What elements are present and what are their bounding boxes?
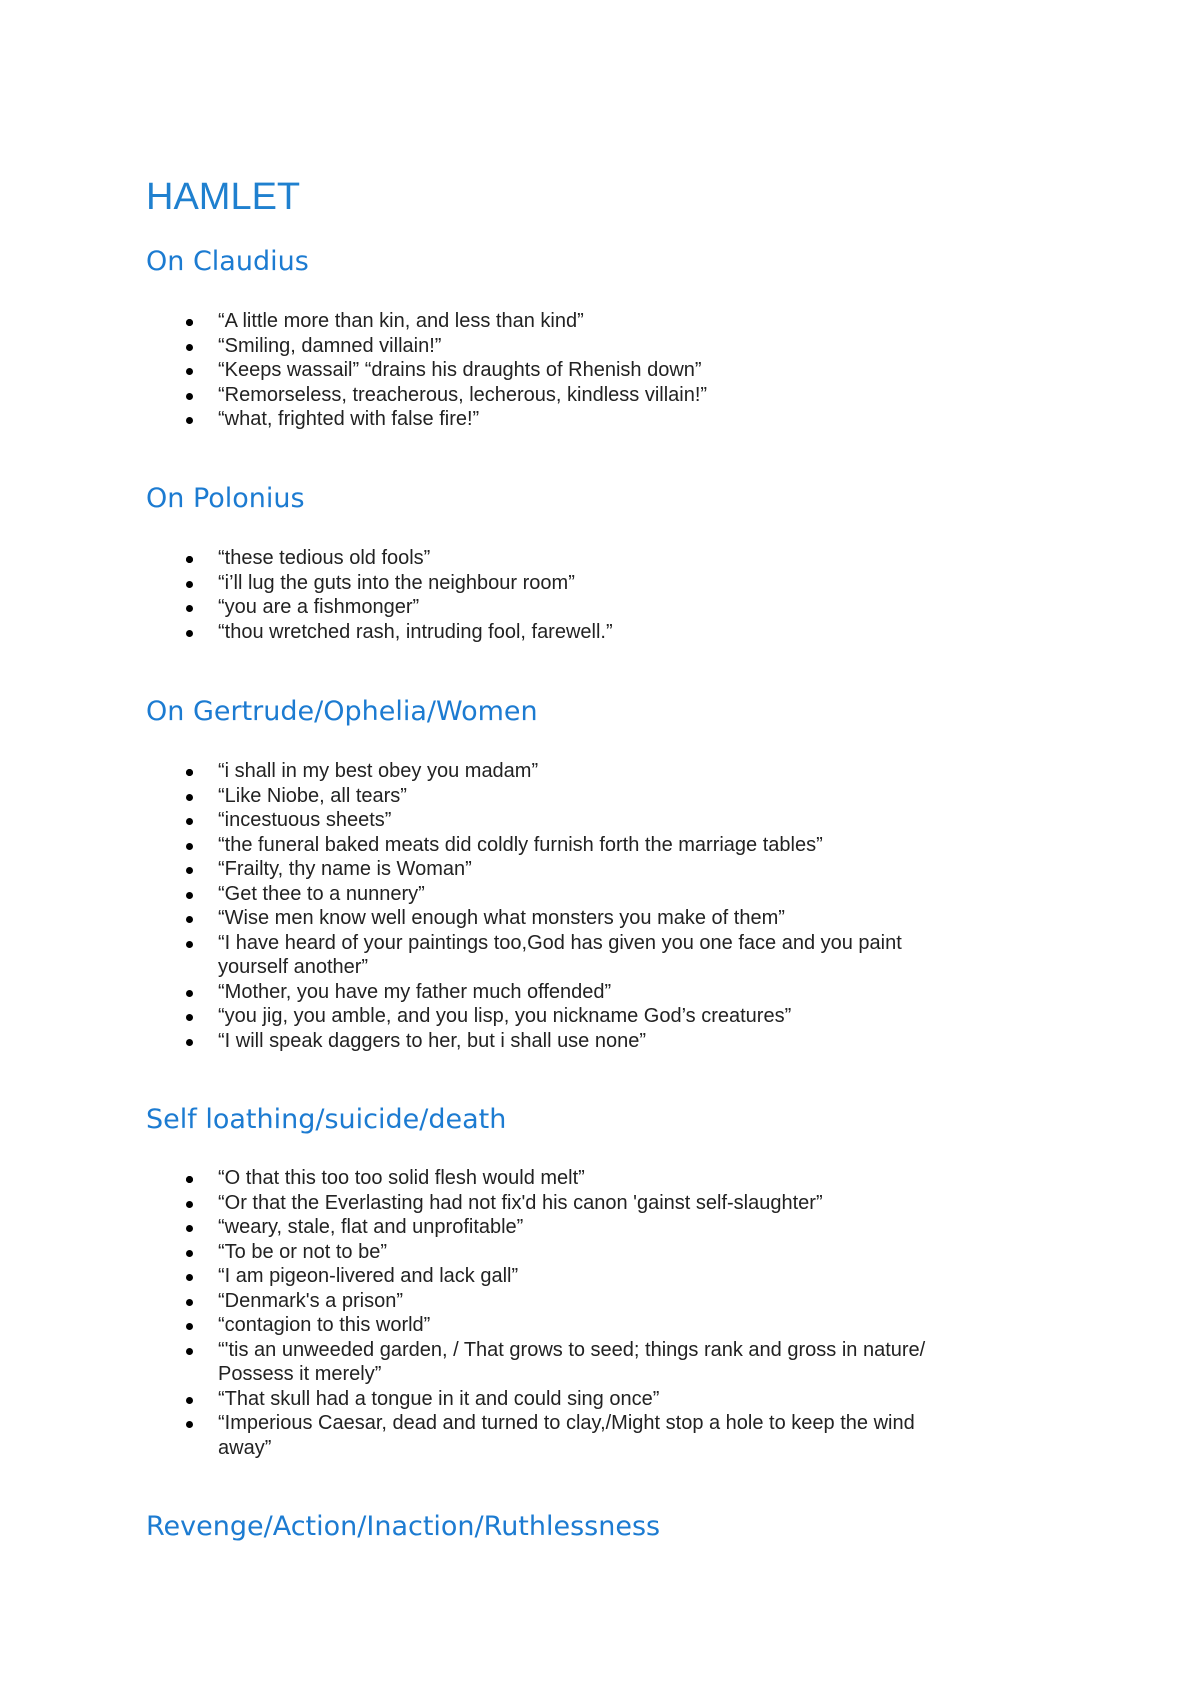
bullet-icon	[186, 393, 193, 400]
quote-text: “A little more than kin, and less than kind”	[218, 310, 584, 332]
quote-text: “Imperious Caesar, dead and turned to clay,/Might stop a hole to keep the wind away”	[218, 1412, 915, 1459]
list-item	[146, 931, 966, 980]
section-heading-claudius: On Claudius	[146, 246, 309, 277]
bullet-icon	[186, 1299, 193, 1306]
bullet-icon	[186, 769, 193, 776]
bullet-icon	[186, 605, 193, 612]
list-item	[146, 882, 966, 907]
quote-text: “Like Niobe, all tears”	[218, 784, 407, 807]
list-item	[146, 857, 966, 882]
bullet-icon	[186, 843, 193, 850]
list-item	[146, 309, 966, 334]
quote-text: “weary, stale, flat and unprofitable”	[218, 1216, 524, 1238]
bullet-icon	[186, 794, 193, 801]
quote-text: “That skull had a tongue in it and could sing once”	[218, 1387, 660, 1410]
list-item	[146, 595, 966, 620]
quote-list-women	[146, 759, 966, 1053]
bullet-icon	[186, 1014, 193, 1021]
list-item	[146, 1411, 966, 1460]
list-item	[146, 1289, 966, 1314]
list-item	[146, 1166, 966, 1191]
list-item	[146, 1338, 966, 1387]
quote-text: “Or that the Everlasting had not fix'd his canon 'gainst self-slaughter”	[218, 1191, 823, 1214]
quote-text: “Smiling, damned villain!”	[218, 334, 442, 357]
quote-text: “these tedious old fools”	[218, 547, 431, 569]
quote-text: “I have heard of your paintings too,God has given you one face and you paint yourself another”	[218, 931, 902, 978]
quote-text: “what, frighted with false fire!”	[218, 408, 480, 430]
list-item	[146, 1215, 966, 1240]
bullet-icon	[186, 1039, 193, 1046]
bullet-icon	[186, 1250, 193, 1257]
bullet-icon	[186, 818, 193, 825]
bullet-icon	[186, 556, 193, 563]
list-item	[146, 808, 966, 833]
bullet-icon	[186, 1323, 193, 1330]
quote-text: “Keeps wassail” “drains his draughts of Rhenish down”	[218, 359, 702, 381]
list-item	[146, 620, 966, 645]
list-item	[146, 784, 966, 809]
bullet-icon	[186, 1274, 193, 1281]
list-item	[146, 1264, 966, 1289]
quote-text: “thou wretched rash, intruding fool, farewell.”	[218, 620, 613, 643]
bullet-icon	[186, 319, 193, 326]
list-item	[146, 407, 966, 432]
quote-text: “Remorseless, treacherous, lecherous, kindless villain!”	[218, 383, 708, 406]
quote-text: “you jig, you amble, and you lisp, you nickname God’s creatures”	[218, 1005, 792, 1027]
list-item	[146, 1029, 966, 1054]
quote-text: “you are a fishmonger”	[218, 596, 420, 618]
bullet-icon	[186, 581, 193, 588]
section-heading-self-loathing: Self loathing/suicide/death	[146, 1104, 507, 1135]
quote-text: “i shall in my best obey you madam”	[218, 760, 539, 782]
quote-text: “I am pigeon-livered and lack gall”	[218, 1265, 519, 1287]
list-item	[146, 571, 966, 596]
bullet-icon	[186, 368, 193, 375]
list-item	[146, 980, 966, 1005]
bullet-icon	[186, 892, 193, 899]
bullet-icon	[186, 417, 193, 424]
bullet-icon	[186, 1348, 193, 1355]
list-item	[146, 334, 966, 359]
quote-text: “'tis an unweeded garden, / That grows to seed; things rank and gross in nature/ Possess it merely”	[218, 1338, 926, 1385]
quote-text: “Denmark's a prison”	[218, 1289, 403, 1312]
list-item	[146, 1387, 966, 1412]
list-item	[146, 906, 966, 931]
list-item	[146, 546, 966, 571]
bullet-icon	[186, 1225, 193, 1232]
quote-list-polonius	[146, 546, 966, 644]
list-item	[146, 383, 966, 408]
list-item	[146, 1004, 966, 1029]
quote-text: “To be or not to be”	[218, 1240, 387, 1263]
bullet-icon	[186, 1421, 193, 1428]
section-heading-gertrude-ophelia-women: On Gertrude/Ophelia/Women	[146, 696, 538, 727]
list-item	[146, 1191, 966, 1216]
bullet-icon	[186, 630, 193, 637]
bullet-icon	[186, 867, 193, 874]
list-item	[146, 1313, 966, 1338]
list-item	[146, 759, 966, 784]
quote-text: “the funeral baked meats did coldly furnish forth the marriage tables”	[218, 833, 823, 856]
quote-text: “Wise men know well enough what monsters you make of them”	[218, 907, 785, 929]
bullet-icon	[186, 990, 193, 997]
document-title: HAMLET	[146, 176, 301, 218]
quote-text: “contagion to this world”	[218, 1314, 431, 1336]
quote-text: “O that this too too solid flesh would melt”	[218, 1167, 585, 1189]
bullet-icon	[186, 1397, 193, 1404]
quote-list-claudius	[146, 309, 966, 432]
bullet-icon	[186, 941, 193, 948]
section-heading-polonius: On Polonius	[146, 483, 305, 514]
list-item	[146, 1240, 966, 1265]
quote-text: “Frailty, thy name is Woman”	[218, 858, 472, 880]
quote-text: “i’ll lug the guts into the neighbour room”	[218, 571, 575, 594]
bullet-icon	[186, 916, 193, 923]
list-item	[146, 358, 966, 383]
bullet-icon	[186, 1201, 193, 1208]
quote-text: “Get thee to a nunnery”	[218, 882, 425, 905]
quote-list-self-loathing	[146, 1166, 966, 1460]
bullet-icon	[186, 344, 193, 351]
quote-text: “Mother, you have my father much offended”	[218, 980, 612, 1003]
list-item	[146, 833, 966, 858]
quote-text: “I will speak daggers to her, but i shall use none”	[218, 1029, 647, 1052]
bullet-icon	[186, 1176, 193, 1183]
section-heading-revenge: Revenge/Action/Inaction/Ruthlessness	[146, 1511, 661, 1542]
quote-text: “incestuous sheets”	[218, 809, 392, 831]
